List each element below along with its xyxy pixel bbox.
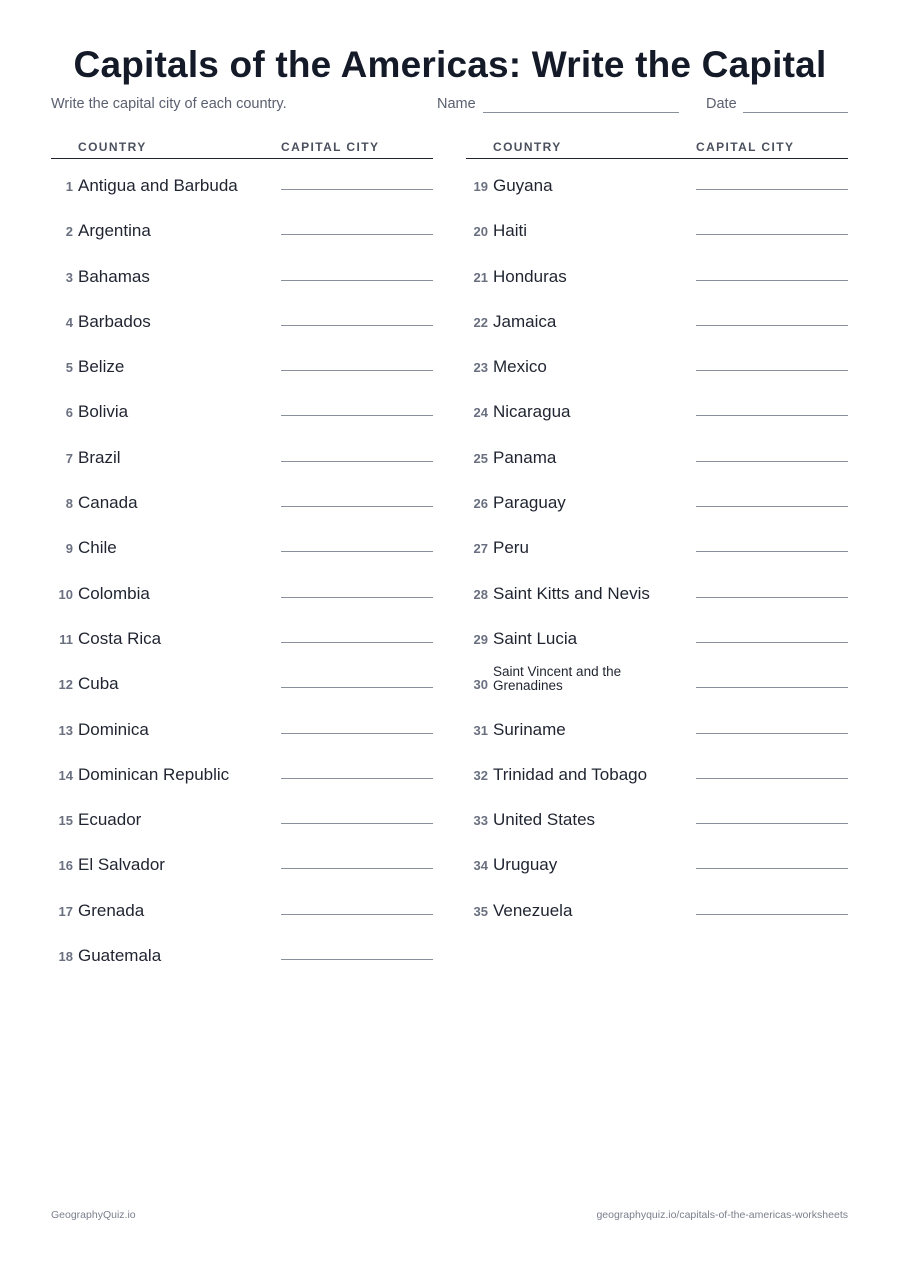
question-number: 9 bbox=[65, 541, 73, 557]
question-number: 27 bbox=[473, 541, 488, 557]
country-header: COUNTRY bbox=[78, 140, 147, 154]
capital-answer-line[interactable] bbox=[696, 506, 848, 507]
capital-answer-line[interactable] bbox=[696, 415, 848, 416]
capital-answer-line[interactable] bbox=[281, 189, 433, 190]
column-header bbox=[51, 138, 433, 159]
capital-answer-line[interactable] bbox=[281, 234, 433, 235]
country-name: Argentina bbox=[78, 221, 151, 241]
country-name: Saint Lucia bbox=[493, 628, 578, 648]
question-number: 15 bbox=[58, 813, 73, 829]
worksheet-row bbox=[466, 657, 848, 702]
date-field[interactable] bbox=[743, 112, 848, 113]
question-number: 34 bbox=[473, 858, 488, 874]
page-title: Capitals of the Americas: Write the Capital bbox=[73, 44, 827, 85]
country-name: Canada bbox=[78, 493, 138, 513]
capital-answer-line[interactable] bbox=[696, 642, 848, 643]
capital-answer-line[interactable] bbox=[281, 959, 433, 960]
capital-answer-line[interactable] bbox=[281, 461, 433, 462]
question-number: 29 bbox=[473, 631, 488, 647]
capital-answer-line[interactable] bbox=[281, 325, 433, 326]
worksheet-row bbox=[466, 159, 848, 204]
column-header bbox=[466, 138, 848, 159]
question-number: 17 bbox=[58, 903, 73, 919]
capital-answer-line[interactable] bbox=[696, 189, 848, 190]
worksheet-row bbox=[466, 884, 848, 929]
footer-brand: GeographyQuiz.io bbox=[51, 1209, 136, 1221]
worksheet-row bbox=[51, 159, 433, 204]
worksheet-row bbox=[466, 340, 848, 385]
worksheet-row bbox=[466, 703, 848, 748]
country-name: Antigua and Barbuda bbox=[78, 176, 238, 195]
question-number: 4 bbox=[65, 314, 73, 330]
footer-url: geographyquiz.io/capitals-of-the-americas-worksheets bbox=[596, 1209, 848, 1221]
country-name: Colombia bbox=[78, 583, 150, 603]
capital-answer-line[interactable] bbox=[696, 325, 848, 326]
worksheet-row bbox=[466, 250, 848, 295]
country-name: El Salvador bbox=[78, 855, 165, 875]
capital-answer-line[interactable] bbox=[281, 551, 433, 552]
capital-answer-line[interactable] bbox=[696, 280, 848, 281]
question-number: 30 bbox=[473, 677, 488, 693]
country-name: Ecuador bbox=[78, 810, 142, 830]
worksheet-row bbox=[51, 884, 433, 929]
capital-answer-line[interactable] bbox=[281, 415, 433, 416]
capital-answer-line[interactable] bbox=[696, 687, 848, 688]
capital-answer-line[interactable] bbox=[696, 461, 848, 462]
worksheet-row bbox=[51, 250, 433, 295]
country-name: Grenada bbox=[78, 900, 145, 920]
worksheet-row bbox=[466, 838, 848, 883]
country-name: Brazil bbox=[78, 447, 121, 467]
capital-answer-line[interactable] bbox=[696, 234, 848, 235]
question-number: 5 bbox=[65, 360, 73, 376]
worksheet-row bbox=[51, 385, 433, 430]
worksheet-row bbox=[51, 521, 433, 566]
worksheet-row bbox=[51, 612, 433, 657]
question-number: 3 bbox=[65, 269, 73, 285]
question-number: 13 bbox=[58, 722, 73, 738]
capital-answer-line[interactable] bbox=[281, 280, 433, 281]
worksheet-row bbox=[466, 748, 848, 793]
question-number: 6 bbox=[65, 405, 73, 421]
question-number: 31 bbox=[473, 722, 488, 738]
country-name: Guatemala bbox=[78, 946, 162, 966]
question-number: 14 bbox=[58, 767, 73, 783]
country-name: United States bbox=[493, 810, 596, 830]
country-name: Bolivia bbox=[78, 402, 129, 422]
country-name: Uruguay bbox=[493, 855, 558, 875]
capital-answer-line[interactable] bbox=[281, 868, 433, 869]
question-number: 8 bbox=[65, 496, 73, 512]
worksheet-row bbox=[466, 521, 848, 566]
name-label: Name bbox=[437, 96, 476, 112]
worksheet-row bbox=[51, 340, 433, 385]
question-number: 25 bbox=[473, 450, 488, 466]
country-name: Honduras bbox=[493, 266, 567, 286]
name-field[interactable] bbox=[483, 112, 679, 113]
question-number: 35 bbox=[473, 903, 488, 919]
worksheet-row bbox=[51, 793, 433, 838]
worksheet-row bbox=[466, 385, 848, 430]
country-name: Chile bbox=[78, 538, 117, 558]
worksheet-row bbox=[51, 476, 433, 521]
country-name: Barbados bbox=[78, 311, 151, 331]
capital-answer-line[interactable] bbox=[281, 733, 433, 734]
worksheet-row bbox=[466, 431, 848, 476]
question-number: 19 bbox=[473, 179, 488, 194]
worksheet-row bbox=[51, 657, 433, 702]
capital-answer-line[interactable] bbox=[281, 506, 433, 507]
country-name: Haiti bbox=[493, 221, 528, 241]
date-label: Date bbox=[706, 96, 737, 112]
worksheet-row bbox=[466, 612, 848, 657]
question-number: 21 bbox=[473, 269, 488, 285]
country-name: Venezuela bbox=[493, 900, 573, 920]
country-name: Jamaica bbox=[493, 311, 557, 331]
worksheet-row bbox=[51, 929, 433, 974]
country-name: Dominican Republic bbox=[78, 764, 230, 784]
worksheet-row bbox=[51, 703, 433, 748]
capital-answer-line[interactable] bbox=[696, 597, 848, 598]
country-name: Saint Vincent and the Grenadines bbox=[493, 664, 622, 694]
capital-answer-line[interactable] bbox=[696, 868, 848, 869]
capital-answer-line[interactable] bbox=[696, 914, 848, 915]
worksheet-row bbox=[51, 838, 433, 883]
instructions: Write the capital city of each country. bbox=[51, 96, 287, 112]
worksheet-row bbox=[466, 295, 848, 340]
question-number: 1 bbox=[65, 179, 73, 194]
question-number: 7 bbox=[65, 450, 73, 466]
capital-answer-line[interactable] bbox=[281, 778, 433, 779]
question-number: 26 bbox=[473, 496, 488, 512]
question-number: 12 bbox=[58, 677, 73, 693]
question-number: 33 bbox=[473, 813, 488, 829]
capital-header: CAPITAL CITY bbox=[281, 140, 380, 154]
question-number: 10 bbox=[58, 586, 73, 602]
question-number: 24 bbox=[473, 405, 488, 421]
worksheet-row bbox=[466, 204, 848, 249]
country-name: Bahamas bbox=[78, 266, 150, 286]
country-name: Panama bbox=[493, 447, 557, 467]
question-number: 2 bbox=[65, 224, 73, 240]
question-number: 16 bbox=[58, 858, 73, 874]
capital-answer-line[interactable] bbox=[281, 914, 433, 915]
country-name: Saint Kitts and Nevis bbox=[493, 583, 650, 603]
question-number: 11 bbox=[59, 631, 73, 647]
worksheet-row bbox=[466, 476, 848, 521]
country-name: Costa Rica bbox=[78, 628, 162, 648]
worksheet-row bbox=[51, 748, 433, 793]
worksheet-row bbox=[51, 295, 433, 340]
country-name: Peru bbox=[493, 538, 529, 558]
capital-answer-line[interactable] bbox=[696, 733, 848, 734]
country-header: COUNTRY bbox=[493, 140, 562, 154]
question-number: 32 bbox=[473, 767, 488, 783]
capital-answer-line[interactable] bbox=[281, 597, 433, 598]
worksheet-row bbox=[466, 793, 848, 838]
capital-answer-line[interactable] bbox=[696, 823, 848, 824]
worksheet-row bbox=[466, 567, 848, 612]
country-name: Nicaragua bbox=[493, 402, 571, 422]
capital-answer-line[interactable] bbox=[281, 823, 433, 824]
country-name: Dominica bbox=[78, 719, 149, 739]
capital-answer-line[interactable] bbox=[281, 642, 433, 643]
worksheet-row bbox=[51, 567, 433, 612]
left-column bbox=[51, 138, 433, 974]
capital-answer-line[interactable] bbox=[696, 370, 848, 371]
country-name: Belize bbox=[78, 357, 125, 377]
question-number: 28 bbox=[473, 586, 488, 602]
country-name: Cuba bbox=[78, 674, 119, 694]
capital-answer-line[interactable] bbox=[696, 551, 848, 552]
right-column bbox=[466, 138, 848, 929]
country-name: Mexico bbox=[493, 357, 547, 377]
country-name: Suriname bbox=[493, 719, 566, 739]
capital-answer-line[interactable] bbox=[696, 778, 848, 779]
capital-answer-line[interactable] bbox=[281, 687, 433, 688]
capital-header: CAPITAL CITY bbox=[696, 140, 795, 154]
country-name: Guyana bbox=[493, 176, 553, 195]
question-number: 20 bbox=[473, 224, 488, 240]
capital-answer-line[interactable] bbox=[281, 370, 433, 371]
question-number: 23 bbox=[473, 360, 488, 376]
country-name: Paraguay bbox=[493, 493, 566, 513]
worksheet-row bbox=[51, 204, 433, 249]
country-name: Trinidad and Tobago bbox=[493, 764, 648, 784]
question-number: 18 bbox=[58, 949, 73, 965]
worksheet-row bbox=[51, 431, 433, 476]
question-number: 22 bbox=[473, 314, 488, 330]
